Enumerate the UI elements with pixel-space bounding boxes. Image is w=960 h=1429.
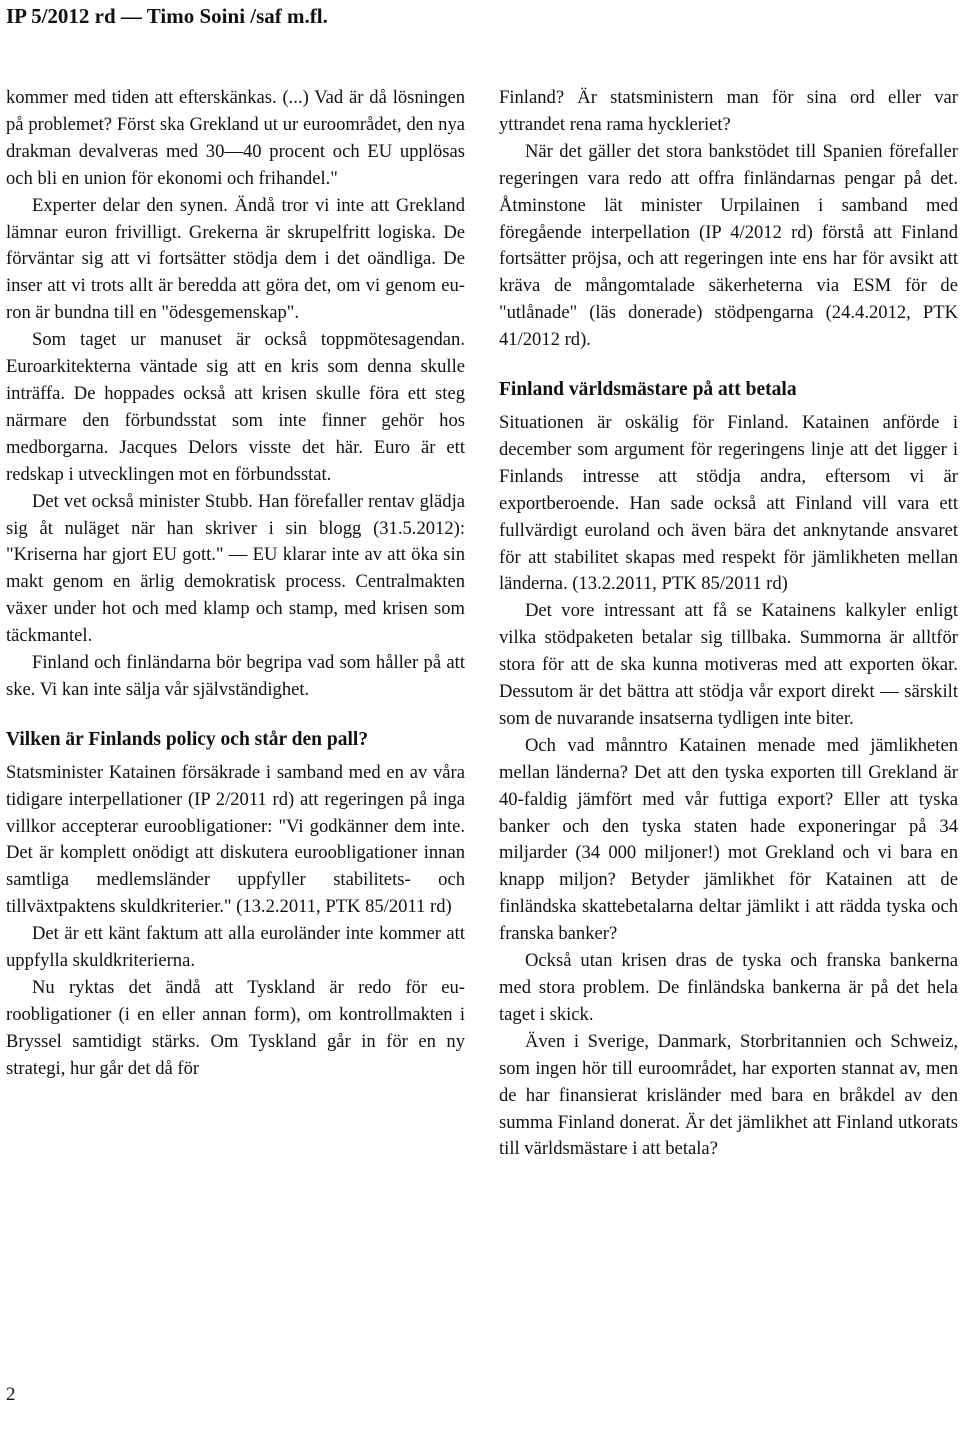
paragraph: Situationen är oskälig för Finland. Katainen anförde i december som argument för regeringens linje att det ligger i Finlands intresse att stödja andra, eftersom vi är exportberoende. Han sade också att Finland vill vara ett fullvärdigt euroland och även bära det anknytande ansvaret för att stabilitet skapas med respekt för jämlikheten mellan länderna. (13.2.2011, PTK 85/2011 rd) xyxy=(499,411,958,595)
paragraph: Även i Sverige, Danmark, Storbritannien och Schweiz, som ingen hör till euroområdet, har exporten stannat av, men de har finansierat krisländer med bara en bråkdel av den summa Finland donerat. Är det jämlikhet att Finland utkorats till världsmästare i att betala? xyxy=(499,1030,958,1160)
right-column xyxy=(499,85,958,1163)
paragraph: kommer med tiden att efterskänkas. (...) Vad är då lösningen på problemet? Först ska Grekland ut ur euroområdet, den nya drakman devalveras med 30—40 procent och EU upplösas och bli en union för ekonomi och frihandel." xyxy=(6,87,465,189)
paragraph: Experter delar den synen. Ändå tror vi inte att Grekland lämnar euron frivilligt. Grekerna är skrupelfritt logiska. De förväntar sig att vi fortsätter stödja dem i det oändliga. De inser att vi trots allt är beredda att göra det, om vi genom euron är bundna till en "ödesgemenskap". xyxy=(6,194,465,324)
paragraph: Också utan krisen dras de tyska och franska bankerna med stora problem. De finländska bankerna är på det hela taget i skick. xyxy=(499,950,958,1025)
left-column xyxy=(6,85,465,1083)
paragraph: Nu ryktas det ändå att Tyskland är redo för euroobligationer (i en eller annan form), om kontrollmakten i Bryssel samtidigt stärks. Om Tyskland går in för en ny strategi, hur går det då för xyxy=(6,977,465,1079)
paragraph: Det vore intressant att få se Katainens kalkyler enligt vilka stödpaketen betalar sig tillbaka. Summorna är alltför stora för att de ska kunna motiveras med att exporten ökar. Dessutom är det bättra att stödja vår export direkt — särskilt som de nuvarande insatserna tydligen inte biter. xyxy=(499,600,958,729)
spacer xyxy=(499,354,958,377)
paragraph: Och vad månntro Katainen menade med jämlikheten mellan länderna? Det att den tyska exporten till Grekland är 40-faldig jämfört med vår futtiga export? Eller att tyska banker och den tyska staten hade exponeringar på 34 miljarder (34 000 miljoner!) mot Grekland och vi bara en knapp miljon? Betyder jämlikhet för Katainen att de finländska skattebetalarna deltar jämlikt i att rädda tyska och franska banker? xyxy=(499,734,958,945)
paragraph: När det gäller det stora bankstödet till Spanien förefaller regeringen vara redo att offra finländarnas pengar på det. Åtminstone lät minister Urpilainen i samband med föregående interpellation (IP 4/2012 rd) förstå att Finland fortsätter pröjsa, och att regeringen inte ens har för avsikt att kräva de mångomtalade säkerheterna via ESM för de "utlånade" (läs donerade) stödpengarna (24.4.2012, PTK 41/2012 rd). xyxy=(499,140,958,351)
section-heading: Vilken är Finlands policy och står den pall? xyxy=(6,728,369,750)
spacer xyxy=(6,704,465,727)
page-number: 2 xyxy=(6,1384,16,1405)
paragraph: Som taget ur manuset är också toppmötesagendan. Euroarkitekterna väntade sig att en kris som denna skulle inträffa. De hoppades också att krisen skulle föra ett steg närmare den förbundsstat som inte finner gehör hos medborgarna. Jacques Delors visste det här. Euro är ett redskap i utvecklingen mot en förbundsstat. xyxy=(6,329,465,485)
paragraph: Det vet också minister Stubb. Han förefaller rentav glädja sig åt nuläget när han skriver i sin blogg (31.5.2012): "Kriserna har gjort EU gott." — EU klarar inte av att öka sin makt genom en ärlig demokratisk process. Centralmakten växer under hot och med klamp och stamp, med krisen som täckmantel. xyxy=(6,490,465,647)
paragraph: Det är ett känt faktum att alla euroländer inte kommer att uppfylla skuldkriterierna. xyxy=(6,923,465,972)
paragraph: Statsminister Katainen försäkrade i samband med en av våra tidigare interpellationer (IP 2/2011 rd) att regeringen på inga villkor accepterar euroobligationer: "Vi godkänner dem inte. Det är komplett onödigt att diskutera euroobligationer innan samtliga medlemsländer uppfyller stabilitets- och tillväxtpaktens skuldkriterier." (13.2.2011, PTK 85/2011 rd) xyxy=(6,761,465,918)
paragraph: Finland och finländarna bör begripa vad som håller på att ske. Vi kan inte sälja vår självständighet. xyxy=(6,652,465,700)
running-header: IP 5/2012 rd — Timo Soini /saf m.fl. xyxy=(6,4,328,28)
section-heading: Finland världsmästare på att betala xyxy=(499,379,797,401)
paragraph: Finland? Är statsministern man för sina ord eller var yttrandet rena rama hyckleriet? xyxy=(499,87,958,135)
